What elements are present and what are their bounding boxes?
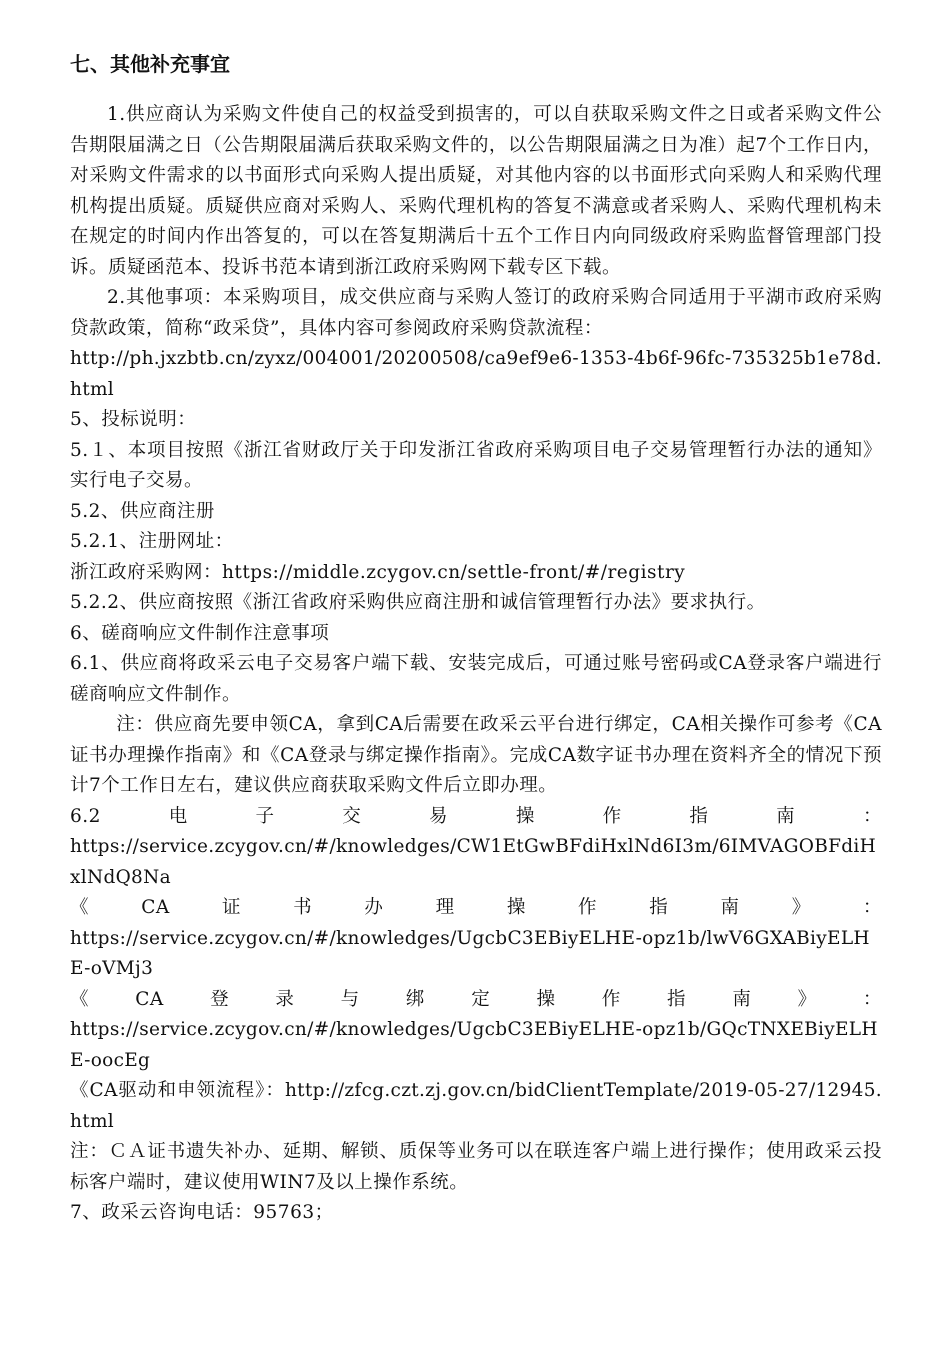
- paragraph-other-matters: 2.其他事项：本采购项目，成交供应商与采购人签订的政府采购合同适用于平湖市政府采购贷款政策，简称“政采贷”，具体内容可参阅政府采购贷款流程：: [70, 287, 882, 339]
- guide-char: 作: [602, 805, 622, 827]
- ca-cert-char: 证: [221, 897, 241, 918]
- ca-login-guide-link[interactable]: https://service.zcygov.cn/#/knowledges/UgcbC3EBiyELHE-opz1b/GQcTNXEBiyELHE-oocEg: [70, 1019, 878, 1071]
- guide-char: 交: [342, 805, 362, 827]
- guide-char: 指: [689, 805, 709, 827]
- ca-login-guide-title: [70, 985, 882, 1016]
- ca-login-char: 与: [340, 988, 360, 1010]
- ca-login-char: 操: [536, 988, 556, 1010]
- guide-char: 6.2: [70, 805, 101, 827]
- ca-cert-guide-link[interactable]: https://service.zcygov.cn/#/knowledges/UgcbC3EBiyELHE-opz1b/lwV6GXABiyELHE-oVMj3: [70, 927, 870, 979]
- bid-item-5-1: 5.１、本项目按照《浙江省财政厅关于印发浙江省政府采购项目电子交易管理暂行办法的通知》实行电子交易。: [70, 439, 882, 491]
- ca-login-char: 定: [471, 988, 491, 1010]
- ca-cert-char: 理: [435, 897, 455, 918]
- ca-cert-char: 指: [649, 897, 669, 918]
- guide-char: 操: [515, 805, 535, 827]
- paragraph-complaint: 1.供应商认为采购文件使自己的权益受到损害的，可以自获取采购文件之日或者采购文件公告期限届满之日（公告期限届满后获取采购文件的，以公告期限届满之日为准）起7个工作日内，对采购文件需求的以书面形式向采购人提出质疑，对其他内容的以书面形式向采购人和采购代理机构提出质疑。质疑供应商对采购人、采购代理机构的答复不满意或者采购人、采购代理机构未在规定的时间内作出答复的，可以在答复期满后十五个工作日内向同级政府采购监督管理部门投诉。质疑函范本、投诉书范本请到浙江政府采购网下载专区下载。: [70, 104, 882, 278]
- consult-title: 6、磋商响应文件制作注意事项: [70, 622, 330, 644]
- guide-char: ：: [862, 805, 882, 827]
- ca-cert-char: 办: [364, 897, 384, 918]
- ca-cert-guide-title: [70, 893, 882, 924]
- ca-login-char: 绑: [405, 988, 425, 1010]
- hotline: 7、政采云咨询电话：95763；: [70, 1202, 334, 1223]
- ca-login-char: 录: [275, 988, 295, 1010]
- ca-cert-char: 操: [506, 897, 526, 918]
- loan-process-link[interactable]: http://ph.jxzbtb.cn/zyxz/004001/20200508/ca9ef9e6-1353-4b6f-96fc-735325b1e78d.html: [70, 348, 882, 400]
- guide-6-2-link[interactable]: https://service.zcygov.cn/#/knowledges/CW1EtGwBFdiHxlNd6I3m/6IMVAGOBFdiHxlNdQ8Na: [70, 836, 877, 888]
- ca-login-char: ：: [862, 988, 882, 1010]
- guide-6-2-title: [70, 802, 882, 833]
- ca-login-char: 南: [732, 988, 752, 1010]
- bid-instructions-title: 5、投标说明：: [70, 409, 197, 430]
- bid-item-5-2: 5.2、供应商注册: [70, 500, 215, 522]
- bid-item-5-2-2: 5.2.2、供应商按照《浙江省政府采购供应商注册和诚信管理暂行办法》要求执行。: [70, 592, 766, 613]
- ca-cert-char: 作: [578, 897, 598, 918]
- ca-cert-char: CA: [141, 897, 170, 918]
- note-ca-loss: 注：ＣＡ证书遗失补办、延期、解锁、质保等业务可以在联连客户端上进行操作；使用政采云投标客户端时，建议使用WIN7及以上操作系统。: [70, 1141, 882, 1193]
- document-body: [70, 100, 882, 1229]
- ca-login-char: 指: [667, 988, 687, 1010]
- consult-item-6-1: 6.1、供应商将政采云电子交易客户端下载、安装完成后，可通过账号密码或CA登录客户端进行磋商响应文件制作。: [70, 653, 882, 705]
- ca-cert-char: ：: [862, 897, 882, 918]
- ca-login-char: 作: [601, 988, 621, 1010]
- ca-login-char: CA: [135, 988, 164, 1010]
- registry-link[interactable]: 浙江政府采购网：https://middle.zcygov.cn/settle-front/#/registry: [70, 561, 686, 583]
- guide-char: 南: [776, 805, 796, 827]
- guide-char: 子: [255, 805, 275, 827]
- bid-item-5-2-1: 5.2.1、注册网址：: [70, 531, 234, 552]
- ca-driver-link[interactable]: 《CA驱动和申领流程》：http://zfcg.czt.zj.gov.cn/bidClientTemplate/2019-05-27/12945.html: [70, 1080, 882, 1132]
- note-ca: 注：供应商先要申领CA，拿到CA后需要在政采云平台进行绑定，CA相关操作可参考《CA证书办理操作指南》和《CA登录与绑定操作指南》。完成CA数字证书办理在资料齐全的情况下预计7个工作日左右，建议供应商获取采购文件后立即办理。: [70, 714, 882, 796]
- ca-cert-char: 《: [70, 897, 90, 918]
- guide-char: 易: [429, 805, 449, 827]
- ca-login-char: 《: [70, 988, 90, 1010]
- section-title: 七、其他补充事宜: [70, 52, 230, 76]
- ca-cert-char: 》: [791, 897, 811, 918]
- ca-login-char: 登: [210, 988, 230, 1010]
- guide-char: 电: [168, 805, 188, 827]
- ca-login-char: 》: [797, 988, 817, 1010]
- ca-cert-char: 书: [293, 897, 313, 918]
- ca-cert-char: 南: [720, 897, 740, 918]
